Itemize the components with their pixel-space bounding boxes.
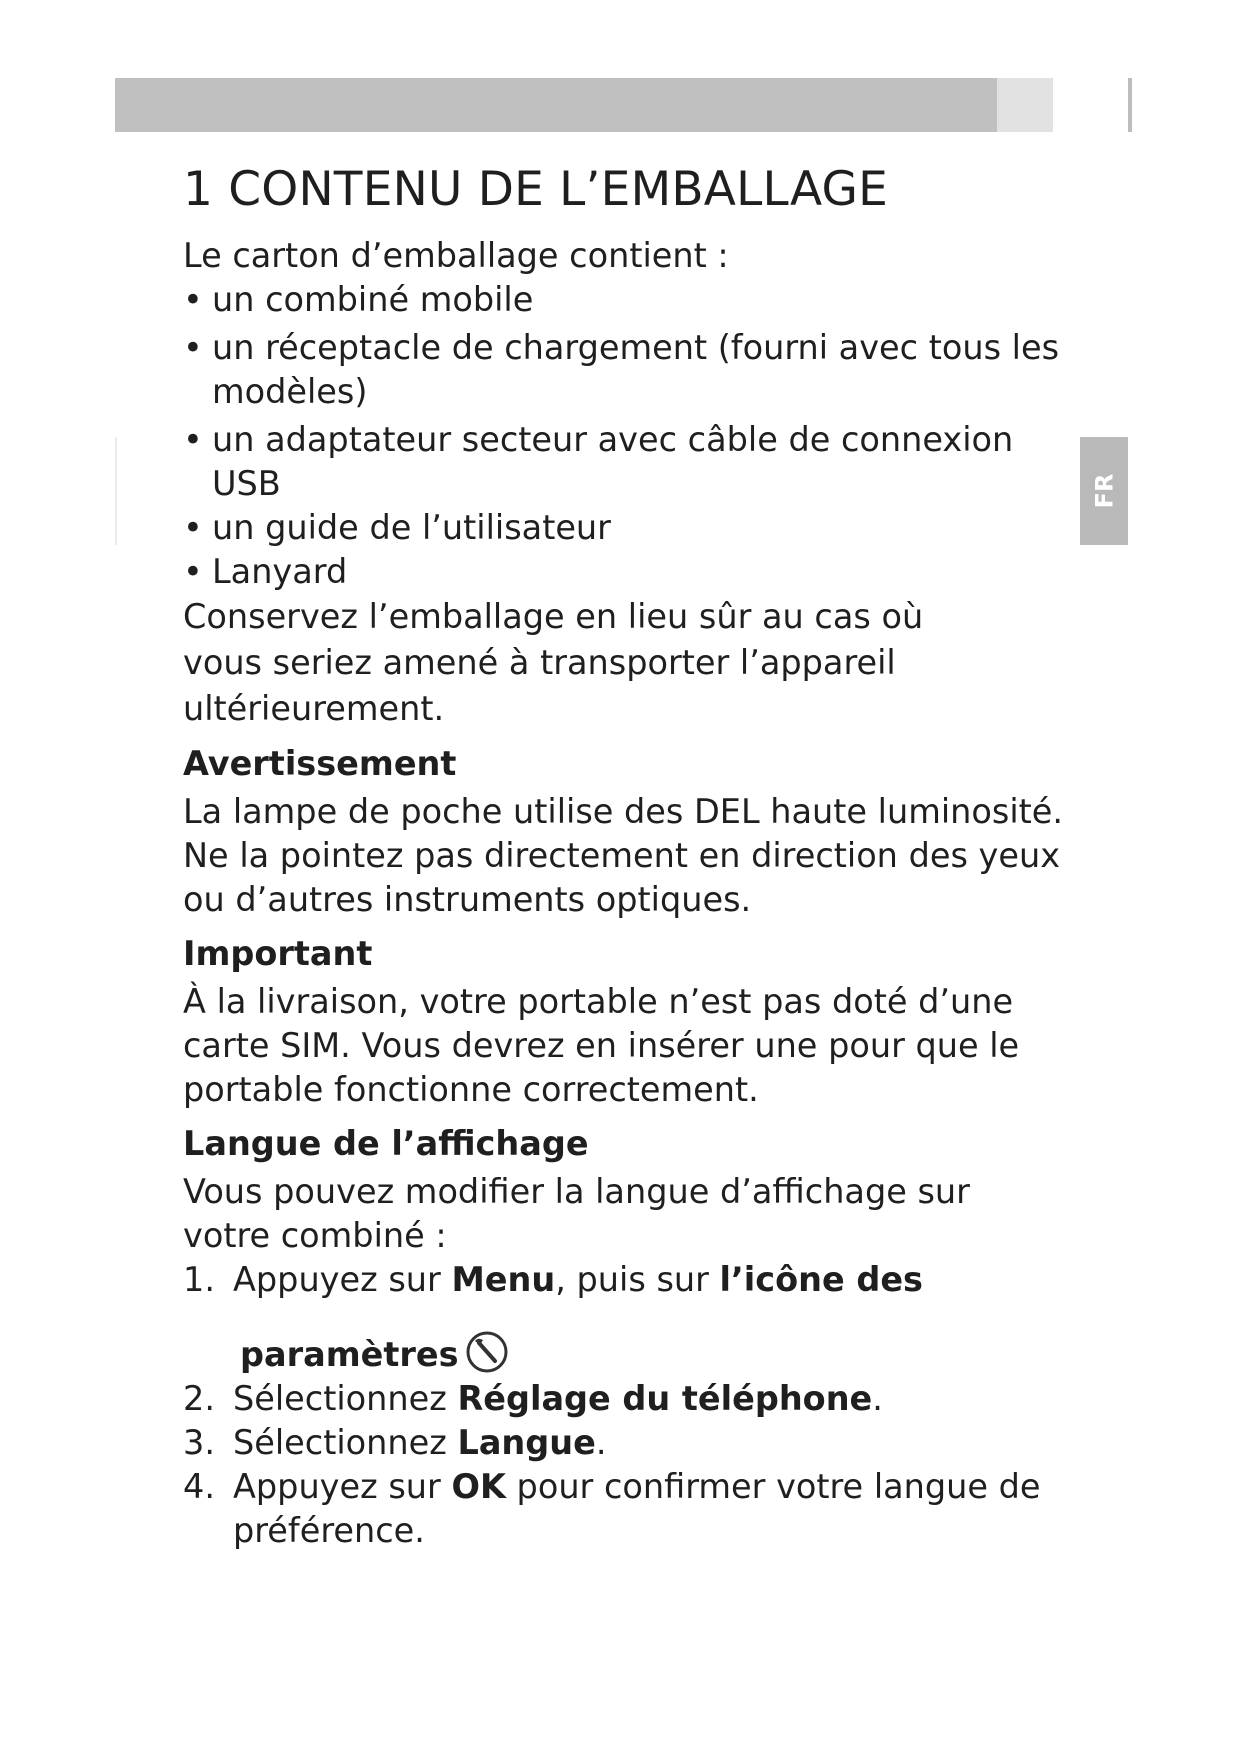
language-steps xyxy=(183,1258,1083,1553)
warning-text: La lampe de poche utilise des DEL haute luminosité. Ne la pointez pas directement en direction des yeux ou d’autres instruments optiques. xyxy=(183,792,1064,919)
step-bold: Réglage du téléphone xyxy=(457,1379,873,1418)
language-text: Vous pouvez modifier la langue d’affichage sur votre combiné : xyxy=(183,1172,970,1255)
step-item xyxy=(183,1377,1083,1421)
language-heading: Langue de l’affichage xyxy=(183,1124,589,1163)
margin-line xyxy=(115,437,117,545)
step-text: Sélectionnez xyxy=(233,1423,458,1462)
header-bar-end xyxy=(997,78,1053,132)
header-edge-mark xyxy=(1128,78,1132,132)
step-bold: OK xyxy=(451,1467,506,1506)
step-continuation xyxy=(233,1330,1083,1377)
step-text: Appuyez sur xyxy=(233,1467,452,1506)
step-bold: Menu xyxy=(451,1260,556,1299)
step-item xyxy=(183,1421,1083,1465)
step-text: . xyxy=(595,1423,607,1462)
step-bold: paramètres xyxy=(240,1335,459,1374)
warning-heading: Avertissement xyxy=(183,744,457,783)
step-number: 2. xyxy=(183,1379,215,1418)
header-bar xyxy=(115,78,997,132)
page-content xyxy=(183,158,1083,1553)
language-tab xyxy=(1080,437,1128,545)
list-item: • un guide de l’utilisateur xyxy=(183,506,1083,550)
contents-list xyxy=(183,278,1083,594)
step-text: Appuyez sur xyxy=(233,1260,452,1299)
section-title: 1 CONTENU DE L’EMBALLAGE xyxy=(183,162,889,217)
step-text: Sélectionnez xyxy=(233,1379,458,1418)
list-item: • un combiné mobile xyxy=(183,278,1083,322)
important-text: À la livraison, votre portable n’est pas doté d’une carte SIM. Vous devrez en insérer une pour que le portable fonctionne correctement. xyxy=(183,982,1020,1109)
step-text: , puis sur xyxy=(555,1260,720,1299)
list-item: • Lanyard xyxy=(183,550,1083,594)
step-text: pour confirmer votre langue de préférence. xyxy=(233,1467,1041,1550)
list-item: • un réceptacle de chargement (fourni avec tous les modèles) xyxy=(183,326,1083,414)
contents-intro: Le carton d’emballage contient : xyxy=(183,236,729,275)
language-tab-label: FR xyxy=(1090,473,1118,509)
step-number: 3. xyxy=(183,1423,215,1462)
list-item: • un adaptateur secteur avec câble de connexion USB xyxy=(183,418,1083,506)
step-item xyxy=(183,1465,1083,1553)
step-number: 4. xyxy=(183,1467,215,1506)
important-heading: Important xyxy=(183,934,373,973)
step-bold: l’icône des xyxy=(719,1260,923,1299)
step-bold: Langue xyxy=(457,1423,596,1462)
packaging-note: Conservez l’emballage en lieu sûr au cas où vous seriez amené à transporter l’appareil ultérieurement. xyxy=(183,597,924,728)
step-number: 1. xyxy=(183,1260,215,1299)
step-item xyxy=(183,1258,1083,1377)
wrench-icon xyxy=(465,1330,509,1374)
step-text: . xyxy=(872,1379,883,1418)
